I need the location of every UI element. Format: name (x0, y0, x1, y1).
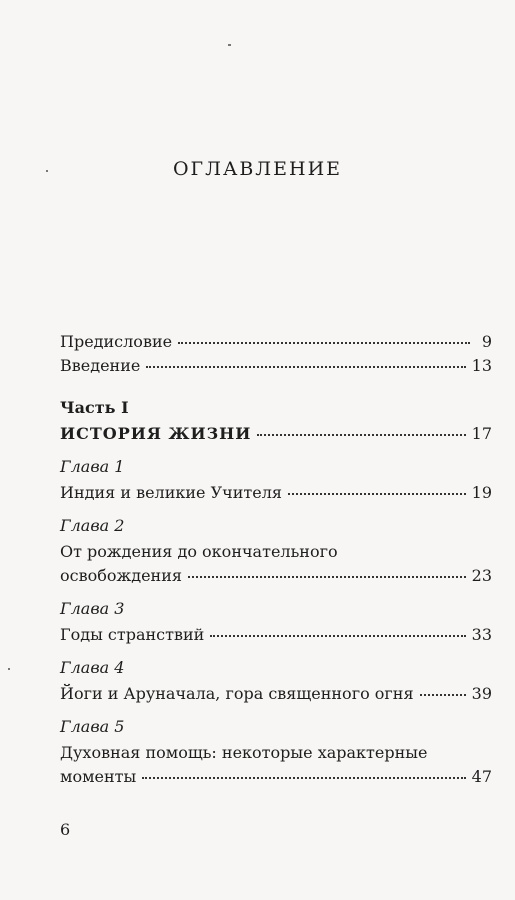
print-speck (8, 668, 10, 670)
entry-page: 13 (471, 356, 492, 375)
toc-heading: ОГЛАВЛЕНИЕ (172, 158, 343, 180)
toc-entry-chapter-5[interactable] (60, 765, 492, 789)
entry-page: 47 (471, 767, 492, 786)
entry-page: 17 (471, 424, 492, 443)
chapter-label: Глава 3 (60, 599, 125, 618)
chapter-label: Глава 1 (60, 457, 125, 476)
chapter-label: Глава 4 (60, 658, 125, 677)
toc-entry-chapter-4[interactable] (60, 682, 492, 706)
entry-title-line[interactable]: От рождения до окончательного (60, 542, 338, 561)
chapter-label: Глава 2 (60, 516, 125, 535)
toc-entry-chapter-3[interactable] (60, 623, 492, 647)
toc-entry-part1[interactable] (60, 422, 492, 446)
entry-title-line[interactable]: Духовная помощь: некоторые характерные (60, 743, 428, 762)
entry-title: Предисловие (60, 332, 173, 351)
dot-leader (188, 575, 466, 578)
dot-leader (257, 433, 465, 436)
toc-entry-chapter-2[interactable] (60, 564, 492, 588)
entry-title: Йоги и Аруначала, гора священного огня (60, 684, 414, 703)
toc-entry-preface[interactable] (60, 330, 492, 354)
entry-title: Индия и великие Учителя (60, 483, 282, 502)
entry-page: 19 (471, 483, 492, 502)
page-number: 6 (60, 820, 71, 839)
print-speck (228, 44, 231, 46)
dot-leader (142, 776, 465, 779)
toc-entry-chapter-1[interactable] (60, 481, 492, 505)
dot-leader (210, 634, 465, 637)
toc-entry-introduction[interactable] (60, 354, 492, 378)
entry-title: ИСТОРИЯ ЖИЗНИ (60, 424, 252, 443)
dot-leader (146, 365, 465, 368)
part-label: Часть I (60, 398, 129, 417)
entry-page: 39 (471, 684, 492, 703)
dot-leader (178, 341, 470, 344)
entry-page: 23 (471, 566, 492, 585)
entry-page: 9 (481, 332, 492, 351)
entry-page: 33 (471, 625, 492, 644)
entry-title: моменты (60, 767, 137, 786)
entry-title: Годы странствий (60, 625, 205, 644)
dot-leader (420, 693, 466, 696)
entry-title: освобождения (60, 566, 182, 585)
table-of-contents (60, 330, 492, 789)
entry-title: Введение (60, 356, 141, 375)
chapter-label: Глава 5 (60, 717, 125, 736)
dot-leader (288, 492, 466, 495)
